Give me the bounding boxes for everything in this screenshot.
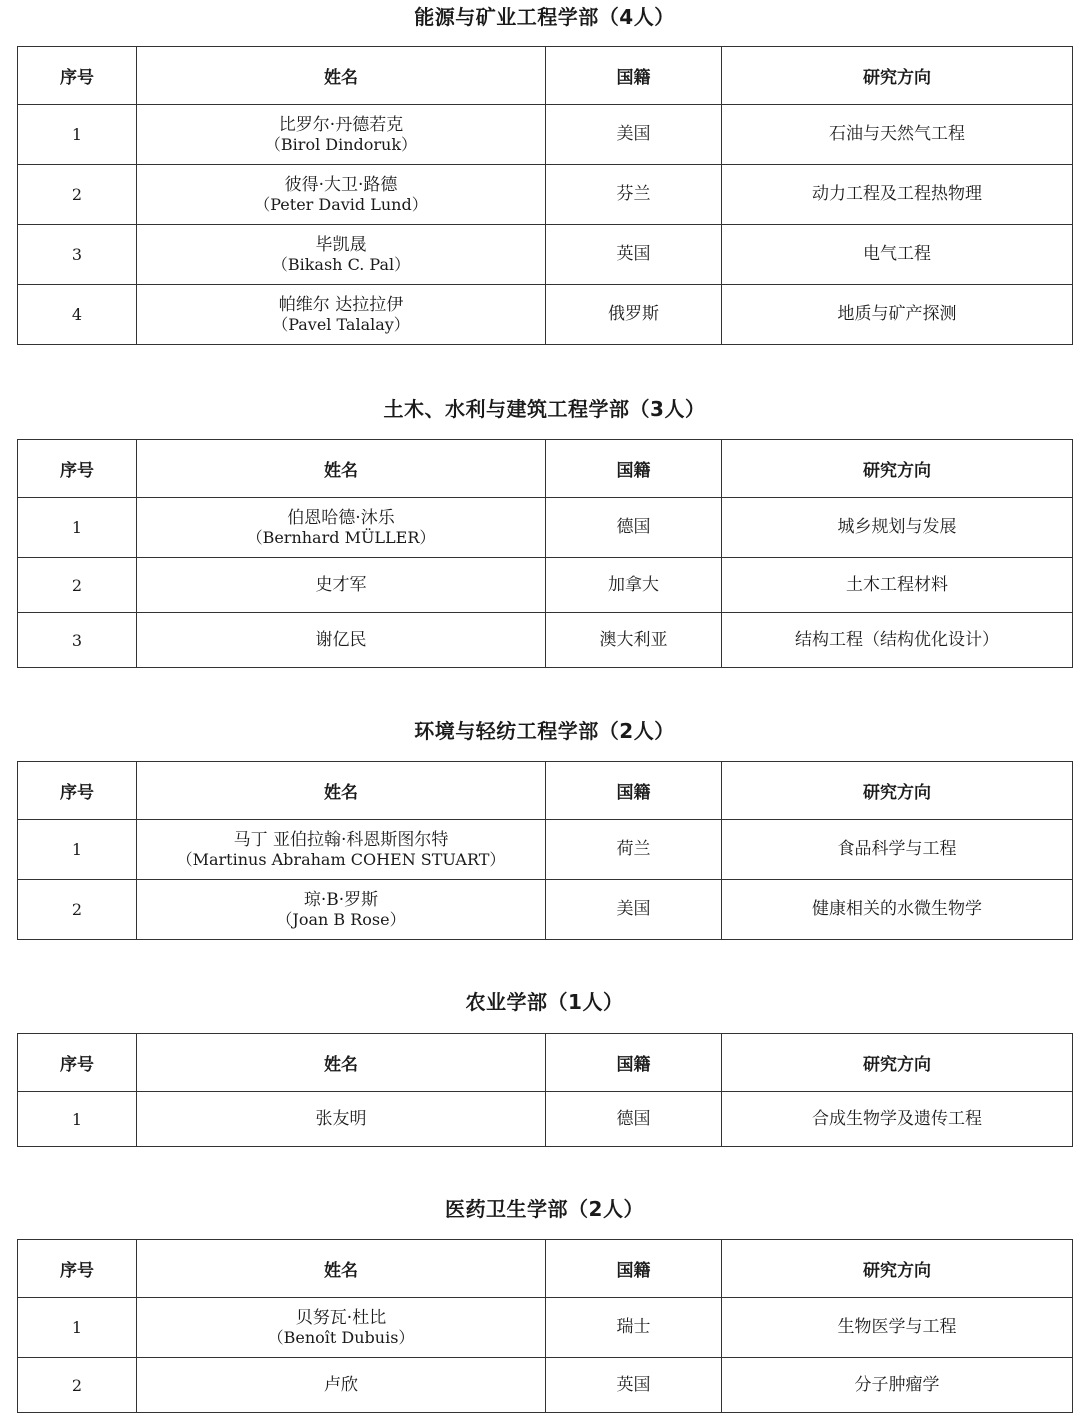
- header-field: 研究方向: [722, 1034, 1073, 1092]
- row-field: 动力工程及工程热物理: [722, 165, 1073, 225]
- header-index: 序号: [18, 762, 137, 820]
- name-chinese: 比罗尔·丹德若克: [278, 114, 404, 135]
- name-english: （Bikash C. Pal）: [271, 254, 411, 274]
- table-row: [18, 820, 1073, 880]
- row-name: [137, 165, 546, 225]
- header-row: [18, 47, 1073, 105]
- name-english: （Peter David Lund）: [254, 194, 428, 214]
- row-index: 2: [18, 558, 137, 613]
- name-chinese: 彼得·大卫·路德: [284, 174, 398, 195]
- row-field: 健康相关的水微生物学: [722, 880, 1073, 940]
- name-chinese: 谢亿民: [315, 629, 367, 650]
- row-nationality: 美国: [546, 880, 722, 940]
- table-row: [18, 1298, 1073, 1358]
- row-name: [137, 613, 546, 668]
- row-index: 2: [18, 165, 137, 225]
- header-name: 姓名: [137, 762, 546, 820]
- header-field: 研究方向: [722, 47, 1073, 105]
- name-english: （Joan B Rose）: [276, 909, 406, 929]
- name-chinese: 贝努瓦·杜比: [295, 1307, 387, 1328]
- header-index: 序号: [18, 1034, 137, 1092]
- header-field: 研究方向: [722, 1240, 1073, 1298]
- name-english: （Pavel Talalay）: [272, 314, 410, 334]
- row-nationality: 加拿大: [546, 558, 722, 613]
- section-title: 医药卫生学部（2人）: [445, 1197, 644, 1221]
- name-english: （Benoît Dubuis）: [267, 1327, 415, 1347]
- name-chinese: 马丁 亚伯拉翰·科恩斯图尔特: [233, 829, 449, 850]
- table-row: [18, 225, 1073, 285]
- row-field: 合成生物学及遗传工程: [722, 1092, 1073, 1147]
- row-index: 2: [18, 880, 137, 940]
- section-title: 环境与轻纺工程学部（2人）: [414, 719, 675, 743]
- row-name: [137, 498, 546, 558]
- row-index: 1: [18, 820, 137, 880]
- row-index: 3: [18, 225, 137, 285]
- table-row: [18, 1358, 1073, 1413]
- row-name: [137, 285, 546, 345]
- row-index: 1: [18, 1298, 137, 1358]
- row-name: [137, 1298, 546, 1358]
- header-index: 序号: [18, 47, 137, 105]
- row-name: [137, 820, 546, 880]
- row-field: 电气工程: [722, 225, 1073, 285]
- row-nationality: 芬兰: [546, 165, 722, 225]
- header-field: 研究方向: [722, 440, 1073, 498]
- name-english: （Birol Dindoruk）: [264, 134, 418, 154]
- row-index: 1: [18, 105, 137, 165]
- header-nationality: 国籍: [546, 1240, 722, 1298]
- name-chinese: 帕维尔 达拉拉伊: [278, 294, 404, 315]
- row-index: 3: [18, 613, 137, 668]
- row-name: [137, 1358, 546, 1413]
- name-chinese: 毕凯晟: [315, 234, 367, 255]
- table-row: [18, 285, 1073, 345]
- name-chinese: 卢欣: [324, 1374, 358, 1395]
- row-nationality: 英国: [546, 225, 722, 285]
- row-field: 石油与天然气工程: [722, 105, 1073, 165]
- row-index: 1: [18, 1092, 137, 1147]
- row-field: 城乡规划与发展: [722, 498, 1073, 558]
- row-nationality: 美国: [546, 105, 722, 165]
- table-row: [18, 105, 1073, 165]
- row-field: 分子肿瘤学: [722, 1358, 1073, 1413]
- section-title: 能源与矿业工程学部（4人）: [414, 5, 675, 29]
- row-index: 1: [18, 498, 137, 558]
- row-nationality: 澳大利亚: [546, 613, 722, 668]
- row-field: 土木工程材料: [722, 558, 1073, 613]
- row-field: 食品科学与工程: [722, 820, 1073, 880]
- name-english: （Martinus Abraham COHEN STUART）: [176, 849, 506, 869]
- row-nationality: 荷兰: [546, 820, 722, 880]
- header-index: 序号: [18, 440, 137, 498]
- header-name: 姓名: [137, 1240, 546, 1298]
- section-title: 土木、水利与建筑工程学部（3人）: [383, 397, 706, 421]
- table-row: [18, 165, 1073, 225]
- row-name: [137, 558, 546, 613]
- row-name: [137, 225, 546, 285]
- members-table: [17, 1033, 1073, 1147]
- row-nationality: 英国: [546, 1358, 722, 1413]
- row-nationality: 俄罗斯: [546, 285, 722, 345]
- section-title: 农业学部（1人）: [465, 990, 624, 1014]
- header-name: 姓名: [137, 440, 546, 498]
- name-chinese: 琼·B·罗斯: [303, 889, 379, 910]
- row-nationality: 德国: [546, 498, 722, 558]
- table-row: [18, 880, 1073, 940]
- row-index: 2: [18, 1358, 137, 1413]
- header-name: 姓名: [137, 47, 546, 105]
- members-table: [17, 46, 1073, 345]
- row-index: 4: [18, 285, 137, 345]
- header-row: [18, 440, 1073, 498]
- name-chinese: 伯恩哈德·沐乐: [287, 507, 395, 528]
- header-row: [18, 762, 1073, 820]
- table-row: [18, 1092, 1073, 1147]
- header-row: [18, 1240, 1073, 1298]
- header-nationality: 国籍: [546, 1034, 722, 1092]
- row-name: [137, 105, 546, 165]
- row-nationality: 德国: [546, 1092, 722, 1147]
- name-chinese: 史才军: [315, 574, 367, 595]
- table-row: [18, 498, 1073, 558]
- header-nationality: 国籍: [546, 762, 722, 820]
- row-name: [137, 880, 546, 940]
- row-name: [137, 1092, 546, 1147]
- members-table: [17, 439, 1073, 668]
- row-nationality: 瑞士: [546, 1298, 722, 1358]
- row-field: 地质与矿产探测: [722, 285, 1073, 345]
- table-row: [18, 613, 1073, 668]
- header-name: 姓名: [137, 1034, 546, 1092]
- header-row: [18, 1034, 1073, 1092]
- table-row: [18, 558, 1073, 613]
- header-index: 序号: [18, 1240, 137, 1298]
- name-english: （Bernhard MÜLLER）: [246, 527, 436, 547]
- header-field: 研究方向: [722, 762, 1073, 820]
- header-nationality: 国籍: [546, 47, 722, 105]
- header-nationality: 国籍: [546, 440, 722, 498]
- members-table: [17, 761, 1073, 940]
- row-field: 结构工程（结构优化设计）: [722, 613, 1073, 668]
- name-chinese: 张友明: [315, 1108, 367, 1129]
- row-field: 生物医学与工程: [722, 1298, 1073, 1358]
- members-table: [17, 1239, 1073, 1413]
